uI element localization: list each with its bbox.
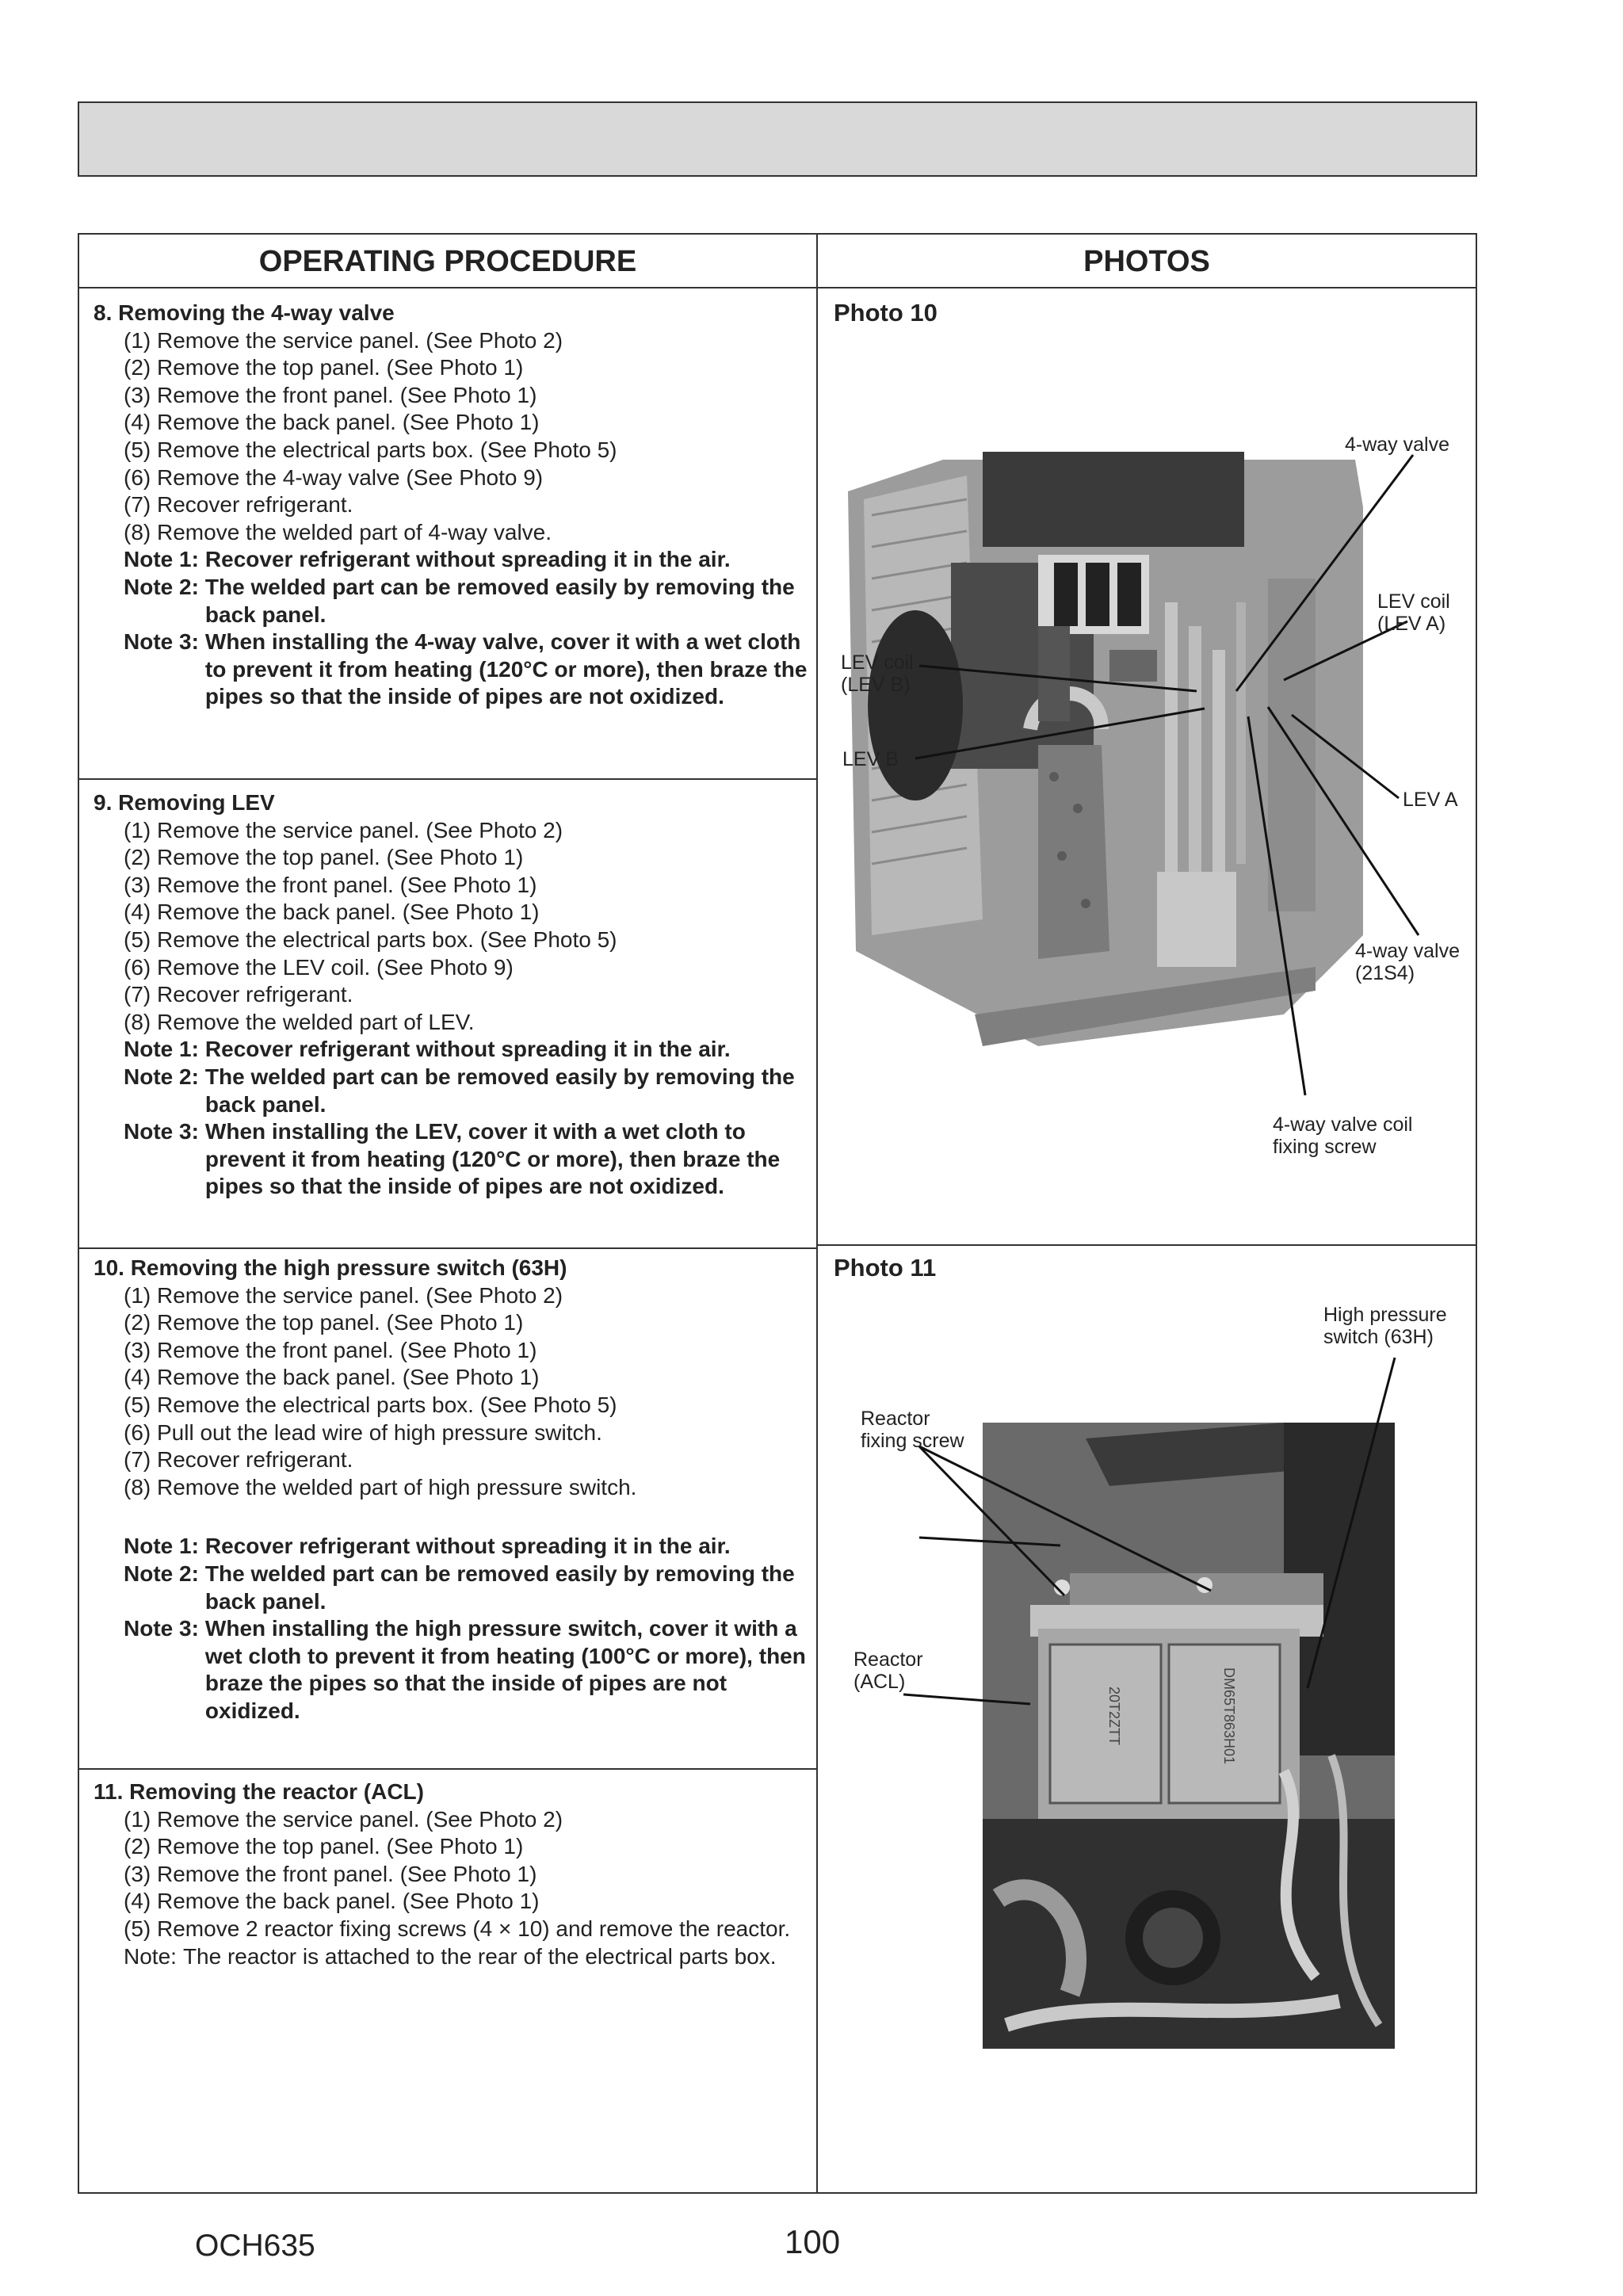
procedure-step: (1) Remove the service panel. (See Photo 2) bbox=[124, 1282, 563, 1308]
reactor-marking-left: 20T2ZTT bbox=[1106, 1686, 1122, 1746]
procedure-step: (4) Remove the back panel. (See Photo 1) bbox=[124, 410, 540, 435]
callout-reactor-screw-line1: Reactor bbox=[861, 1408, 930, 1430]
procedure-step: (7) Recover refrigerant. bbox=[124, 982, 353, 1007]
note-label: Note: bbox=[124, 1943, 177, 1969]
note-label: Note 2: bbox=[124, 1064, 199, 1089]
photo-10-title: Photo 10 bbox=[834, 299, 938, 327]
section-4-way-valve bbox=[94, 300, 811, 711]
callout-reactor-line2: (ACL) bbox=[854, 1671, 906, 1693]
section-title: 10. Removing the high pressure switch (63H) bbox=[94, 1255, 567, 1280]
procedure-note bbox=[94, 574, 811, 628]
section-high-pressure-switch bbox=[94, 1255, 811, 1725]
procedure-step: (2) Remove the top panel. (See Photo 1) bbox=[124, 355, 524, 380]
procedure-step: (2) Remove the top panel. (See Photo 1) bbox=[124, 1310, 524, 1335]
note-text: The welded part can be removed easily by removing the back panel. bbox=[204, 574, 795, 627]
procedure-step: (4) Remove the back panel. (See Photo 1) bbox=[124, 1889, 540, 1914]
header-bar bbox=[78, 101, 1477, 177]
procedure-step: (3) Remove the front panel. (See Photo 1) bbox=[124, 872, 537, 897]
callout-hps-line2: switch (63H) bbox=[1323, 1326, 1434, 1348]
callout-lev-coil-b-line1: LEV coil bbox=[841, 651, 914, 674]
procedure-step: (2) Remove the top panel. (See Photo 1) bbox=[124, 1834, 524, 1859]
procedure-step: (3) Remove the front panel. (See Photo 1) bbox=[124, 382, 537, 407]
note-label: Note 1: bbox=[124, 1037, 199, 1062]
procedure-step: (4) Remove the back panel. (See Photo 1) bbox=[124, 1365, 540, 1390]
section-divider bbox=[78, 1768, 818, 1770]
note-text: The reactor is attached to the rear of the electrical parts box. bbox=[182, 1943, 777, 1969]
procedure-step: (5) Remove the electrical parts box. (See Photo 5) bbox=[124, 926, 617, 952]
note-label: Note 1: bbox=[124, 547, 199, 572]
photo-10-callouts bbox=[816, 287, 1477, 1244]
section-title: 9. Removing LEV bbox=[94, 790, 275, 815]
callout-reactor-line1: Reactor bbox=[854, 1648, 923, 1671]
section-title: 8. Removing the 4-way valve bbox=[94, 300, 395, 325]
procedure-step: (7) Recover refrigerant. bbox=[124, 492, 353, 518]
procedure-note bbox=[94, 546, 811, 574]
procedure-step: (6) Pull out the lead wire of high pressure switch. bbox=[124, 1419, 602, 1445]
callout-coil-screw-line2: fixing screw bbox=[1273, 1136, 1377, 1158]
callout-lev-a: LEV A bbox=[1403, 789, 1458, 811]
procedure-step: (1) Remove the service panel. (See Photo 2) bbox=[124, 327, 563, 353]
procedure-note bbox=[94, 628, 811, 711]
procedure-step: (7) Recover refrigerant. bbox=[124, 1447, 353, 1473]
note-label: Note 1: bbox=[124, 1534, 199, 1559]
note-text: Recover refrigerant without spreading it in the air. bbox=[204, 547, 731, 572]
callout-4-way-valve: 4-way valve bbox=[1345, 434, 1449, 456]
section-divider bbox=[78, 778, 818, 780]
procedure-note bbox=[94, 1943, 811, 1971]
photo-11-callouts bbox=[816, 1244, 1477, 2194]
note-text: When installing the LEV, cover it with a wet cloth to prevent it from heating (120°C or more), then braze the pipes so that the inside of pipes are not oxidized. bbox=[204, 1119, 781, 1199]
note-label: Note 3: bbox=[124, 629, 199, 655]
callout-lev-coil-a-line2: (LEV A) bbox=[1377, 613, 1446, 635]
procedure-step: (6) Remove the 4-way valve (See Photo 9) bbox=[124, 464, 544, 490]
procedure-step: (5) Remove the electrical parts box. (See Photo 5) bbox=[124, 1392, 617, 1417]
note-text: The welded part can be removed easily by removing the back panel. bbox=[204, 1561, 795, 1614]
note-text: When installing the high pressure switch, cover it with a wet cloth to prevent it from heating (100°C or more), then braze the pipes so that the inside of pipes are not oxidized. bbox=[204, 1616, 806, 1723]
procedure-step: (5) Remove 2 reactor fixing screws (4 × 10) and remove the reactor. bbox=[124, 1916, 791, 1941]
procedure-note bbox=[94, 1036, 811, 1064]
section-divider bbox=[78, 1247, 818, 1249]
procedure-step: (3) Remove the front panel. (See Photo 1) bbox=[124, 1861, 537, 1886]
callout-reactor-screw-line2: fixing screw bbox=[861, 1430, 964, 1452]
procedure-step: (8) Remove the welded part of high pressure switch. bbox=[124, 1474, 637, 1499]
page-number: 100 bbox=[785, 2223, 841, 2260]
note-text: Recover refrigerant without spreading it in the air. bbox=[204, 1534, 731, 1559]
note-label: Note 3: bbox=[124, 1119, 199, 1144]
callout-lev-b: LEV B bbox=[842, 748, 899, 770]
procedure-step: (2) Remove the top panel. (See Photo 1) bbox=[124, 845, 524, 870]
note-label: Note 3: bbox=[124, 1616, 199, 1641]
section-lev bbox=[94, 789, 811, 1201]
procedure-note bbox=[94, 1615, 811, 1725]
procedure-step: (1) Remove the service panel. (See Photo 2) bbox=[124, 817, 563, 842]
procedure-note bbox=[94, 1118, 811, 1201]
procedure-step: (8) Remove the welded part of LEV. bbox=[124, 1009, 475, 1034]
procedure-step: (3) Remove the front panel. (See Photo 1) bbox=[124, 1337, 537, 1362]
procedure-step: (8) Remove the welded part of 4-way valve. bbox=[124, 519, 552, 544]
note-text: The welded part can be removed easily by removing the back panel. bbox=[204, 1064, 795, 1117]
photos-column-header: PHOTOS bbox=[1083, 245, 1210, 278]
procedure-step: (6) Remove the LEV coil. (See Photo 9) bbox=[124, 954, 514, 980]
procedure-step: (5) Remove the electrical parts box. (See Photo 5) bbox=[124, 437, 617, 462]
note-text: Recover refrigerant without spreading it in the air. bbox=[204, 1037, 731, 1062]
section-title: 11. Removing the reactor (ACL) bbox=[94, 1779, 424, 1804]
photo-11-title: Photo 11 bbox=[834, 1254, 937, 1282]
note-text: When installing the 4-way valve, cover it with a wet cloth to prevent it from heating (120°C or more), then braze the pipes so that the inside of pipes are not oxidized. bbox=[204, 629, 808, 709]
callout-lev-coil-b-line2: (LEV B) bbox=[841, 674, 911, 696]
procedure-note bbox=[94, 1533, 811, 1561]
callout-hps-line1: High pressure bbox=[1323, 1304, 1447, 1326]
note-label: Note 2: bbox=[124, 1561, 199, 1586]
callout-21s4-line2: (21S4) bbox=[1355, 962, 1415, 984]
callout-21s4-line1: 4-way valve bbox=[1355, 940, 1460, 962]
procedure-note bbox=[94, 1561, 811, 1615]
procedure-step: (4) Remove the back panel. (See Photo 1) bbox=[124, 900, 540, 925]
model-number: OCH635 bbox=[195, 2229, 315, 2263]
callout-lev-coil-a-line1: LEV coil bbox=[1377, 590, 1450, 613]
section-reactor bbox=[94, 1778, 811, 1970]
note-label: Note 2: bbox=[124, 574, 199, 599]
procedure-column-header: OPERATING PROCEDURE bbox=[258, 245, 637, 278]
procedure-step: (1) Remove the service panel. (See Photo 2) bbox=[124, 1806, 563, 1832]
callout-coil-screw-line1: 4-way valve coil bbox=[1273, 1114, 1413, 1136]
reactor-marking-right: DM65T863H01 bbox=[1221, 1667, 1237, 1765]
procedure-note bbox=[94, 1064, 811, 1118]
